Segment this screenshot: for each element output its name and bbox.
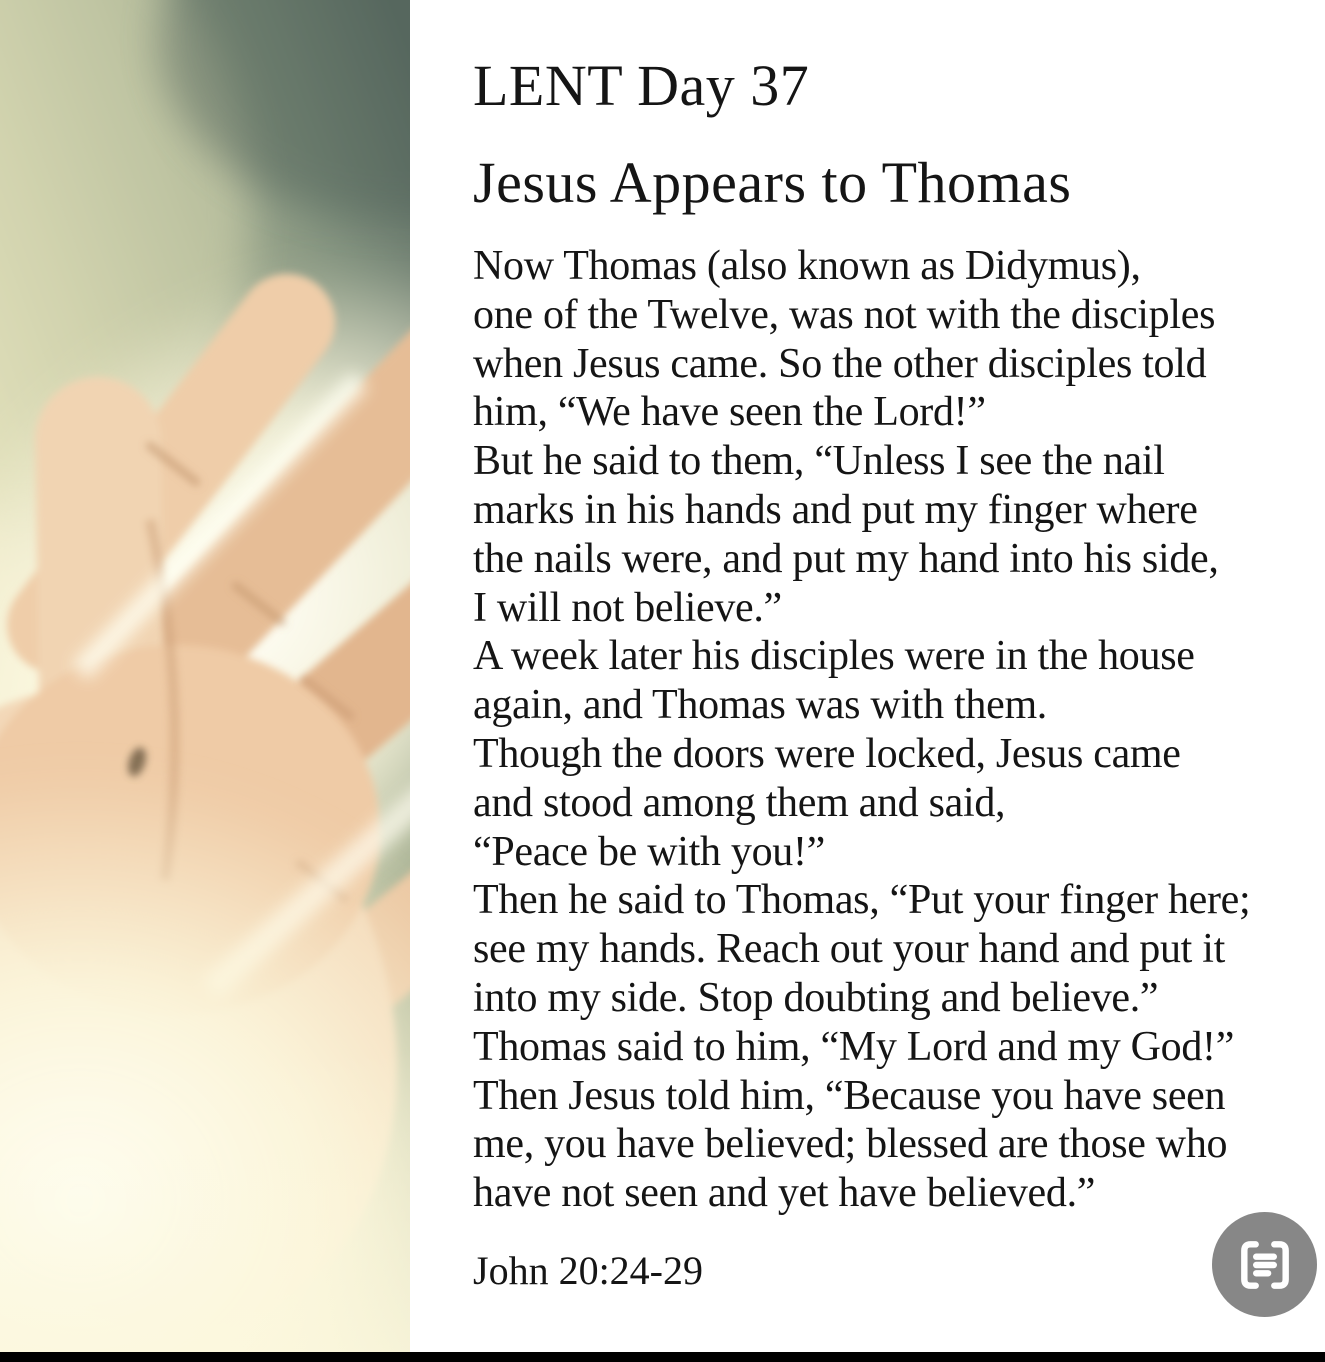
- live-text-button[interactable]: [1212, 1212, 1317, 1317]
- bottom-bar: [0, 1352, 1325, 1362]
- scripture-line: see my hands. Reach out your hand and put it: [473, 926, 1225, 973]
- scripture-line: him, “We have seen the Lord!”: [473, 389, 986, 436]
- scripture-line: me, you have believed; blessed are those who: [473, 1121, 1228, 1168]
- scripture-line: Then he said to Thomas, “Put your finger here;: [473, 877, 1251, 924]
- scripture-line: into my side. Stop doubting and believe.”: [473, 974, 1159, 1021]
- scripture-line: one of the Twelve, was not with the disciples: [473, 291, 1216, 338]
- scripture-reference: John 20:24-29: [473, 1248, 703, 1293]
- scripture-line: Now Thomas (also known as Didymus),: [473, 243, 1141, 289]
- scripture-line: have not seen and yet have believed.”: [473, 1170, 1096, 1217]
- scripture-line: Though the doors were locked, Jesus came: [473, 730, 1181, 777]
- page-title: LENT Day 37: [473, 53, 810, 118]
- page-subtitle: Jesus Appears to Thomas: [473, 150, 1072, 215]
- scripture-line: A week later his disciples were in the house: [473, 633, 1195, 680]
- scripture-text: [473, 242, 1250, 1218]
- scripture-line: I will not believe.”: [473, 584, 782, 631]
- scripture-line: the nails were, and put my hand into his side,: [473, 535, 1219, 582]
- scripture-line: when Jesus came. So the other disciples told: [473, 340, 1207, 387]
- scripture-line: and stood among them and said,: [473, 779, 1006, 826]
- scripture-line: Then Jesus told him, “Because you have seen: [473, 1072, 1226, 1119]
- scripture-line: Thomas said to him, “My Lord and my God!”: [473, 1023, 1235, 1070]
- scripture-line: But he said to them, “Unless I see the nail: [473, 438, 1165, 485]
- scripture-line: again, and Thomas was with them.: [473, 682, 1048, 729]
- scan-text-icon: [1234, 1234, 1296, 1296]
- scripture-line: “Peace be with you!”: [473, 828, 826, 875]
- scripture-line: marks in his hands and put my finger where: [473, 486, 1198, 533]
